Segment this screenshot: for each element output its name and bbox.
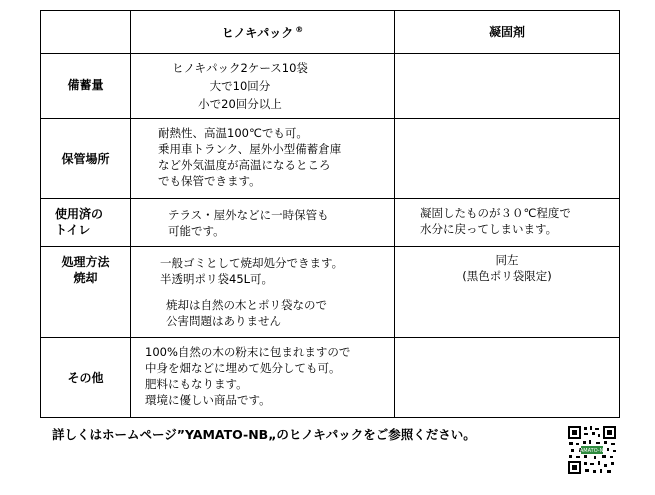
storage-line: 乗用車トランク、屋外小型備蓄倉庫 — [158, 142, 342, 156]
footer-note: 詳しくはホームページ”YAMATO-NB„のヒノキパックをご参照ください。 — [52, 427, 476, 442]
disposal-line: 一般ゴミとして焼却処分できます。 — [160, 256, 344, 270]
row-label-storage — [41, 151, 130, 167]
row-label-text: 保管場所 — [61, 152, 110, 166]
row-label-other — [41, 370, 130, 386]
row-label-used-toilet — [55, 206, 130, 238]
used-toilet-content — [168, 207, 392, 239]
storage-line: 耐熱性、高温100℃でも可。 — [158, 126, 308, 140]
used-toilet-line: 可能です。 — [168, 224, 225, 238]
stock-line: ヒノキパック2ケース10袋 — [172, 61, 308, 75]
row-label-text: 焼却 — [73, 271, 98, 285]
other-line: 環境に優しい商品です。 — [145, 393, 271, 407]
other-line: 100%自然の木の粉末に包まれますので — [145, 345, 351, 359]
disposal-line: 半透明ポリ袋45L可。 — [160, 272, 274, 286]
row-label-text: 処理方法 — [61, 255, 110, 269]
coagulant-line: 凝固したものが３０℃程度で — [420, 206, 571, 220]
disposal-note-line: 焼却は自然の木とポリ袋なので — [166, 298, 327, 312]
coagulant-line: (黒色ポリ袋限定) — [462, 269, 552, 283]
stock-line: 大で10回分 — [209, 79, 271, 93]
coagulant-line: 水分に戻ってしまいます。 — [420, 222, 558, 236]
qr-caption: YAMATO-NB — [577, 448, 607, 454]
header-product — [131, 22, 394, 41]
registered-mark: ® — [295, 25, 304, 34]
row-label-text: トイレ — [55, 223, 91, 237]
row-label-text: その他 — [67, 371, 104, 385]
used-toilet-line: テラス・屋外などに一時保管も — [168, 208, 329, 222]
used-toilet-coagulant — [420, 205, 618, 237]
row-label-text: 使用済の — [55, 207, 104, 221]
other-content — [145, 344, 392, 408]
header-coagulant: 凝固剤 — [488, 25, 525, 39]
stock-content — [131, 59, 394, 113]
storage-line: でも保管できます。 — [158, 174, 261, 188]
row-label-text: 備蓄量 — [67, 78, 104, 92]
disposal-note — [166, 297, 392, 329]
coagulant-line: 同左 — [495, 253, 519, 267]
disposal-note-line: 公害問題はありません — [166, 314, 281, 328]
row-label-disposal — [41, 254, 130, 286]
other-line: 肥料にもなります。 — [145, 377, 248, 391]
storage-content — [158, 125, 392, 189]
header-product-label: ヒノキパック — [221, 26, 294, 40]
disposal-coagulant — [395, 252, 619, 284]
storage-line: など外気温度が高温になるところ — [158, 158, 331, 172]
qr-code-icon — [567, 425, 617, 475]
stock-line: 小で20回分以上 — [198, 97, 282, 111]
disposal-content — [160, 255, 392, 287]
other-line: 中身を畑などに埋めて処分しても可。 — [145, 361, 341, 375]
